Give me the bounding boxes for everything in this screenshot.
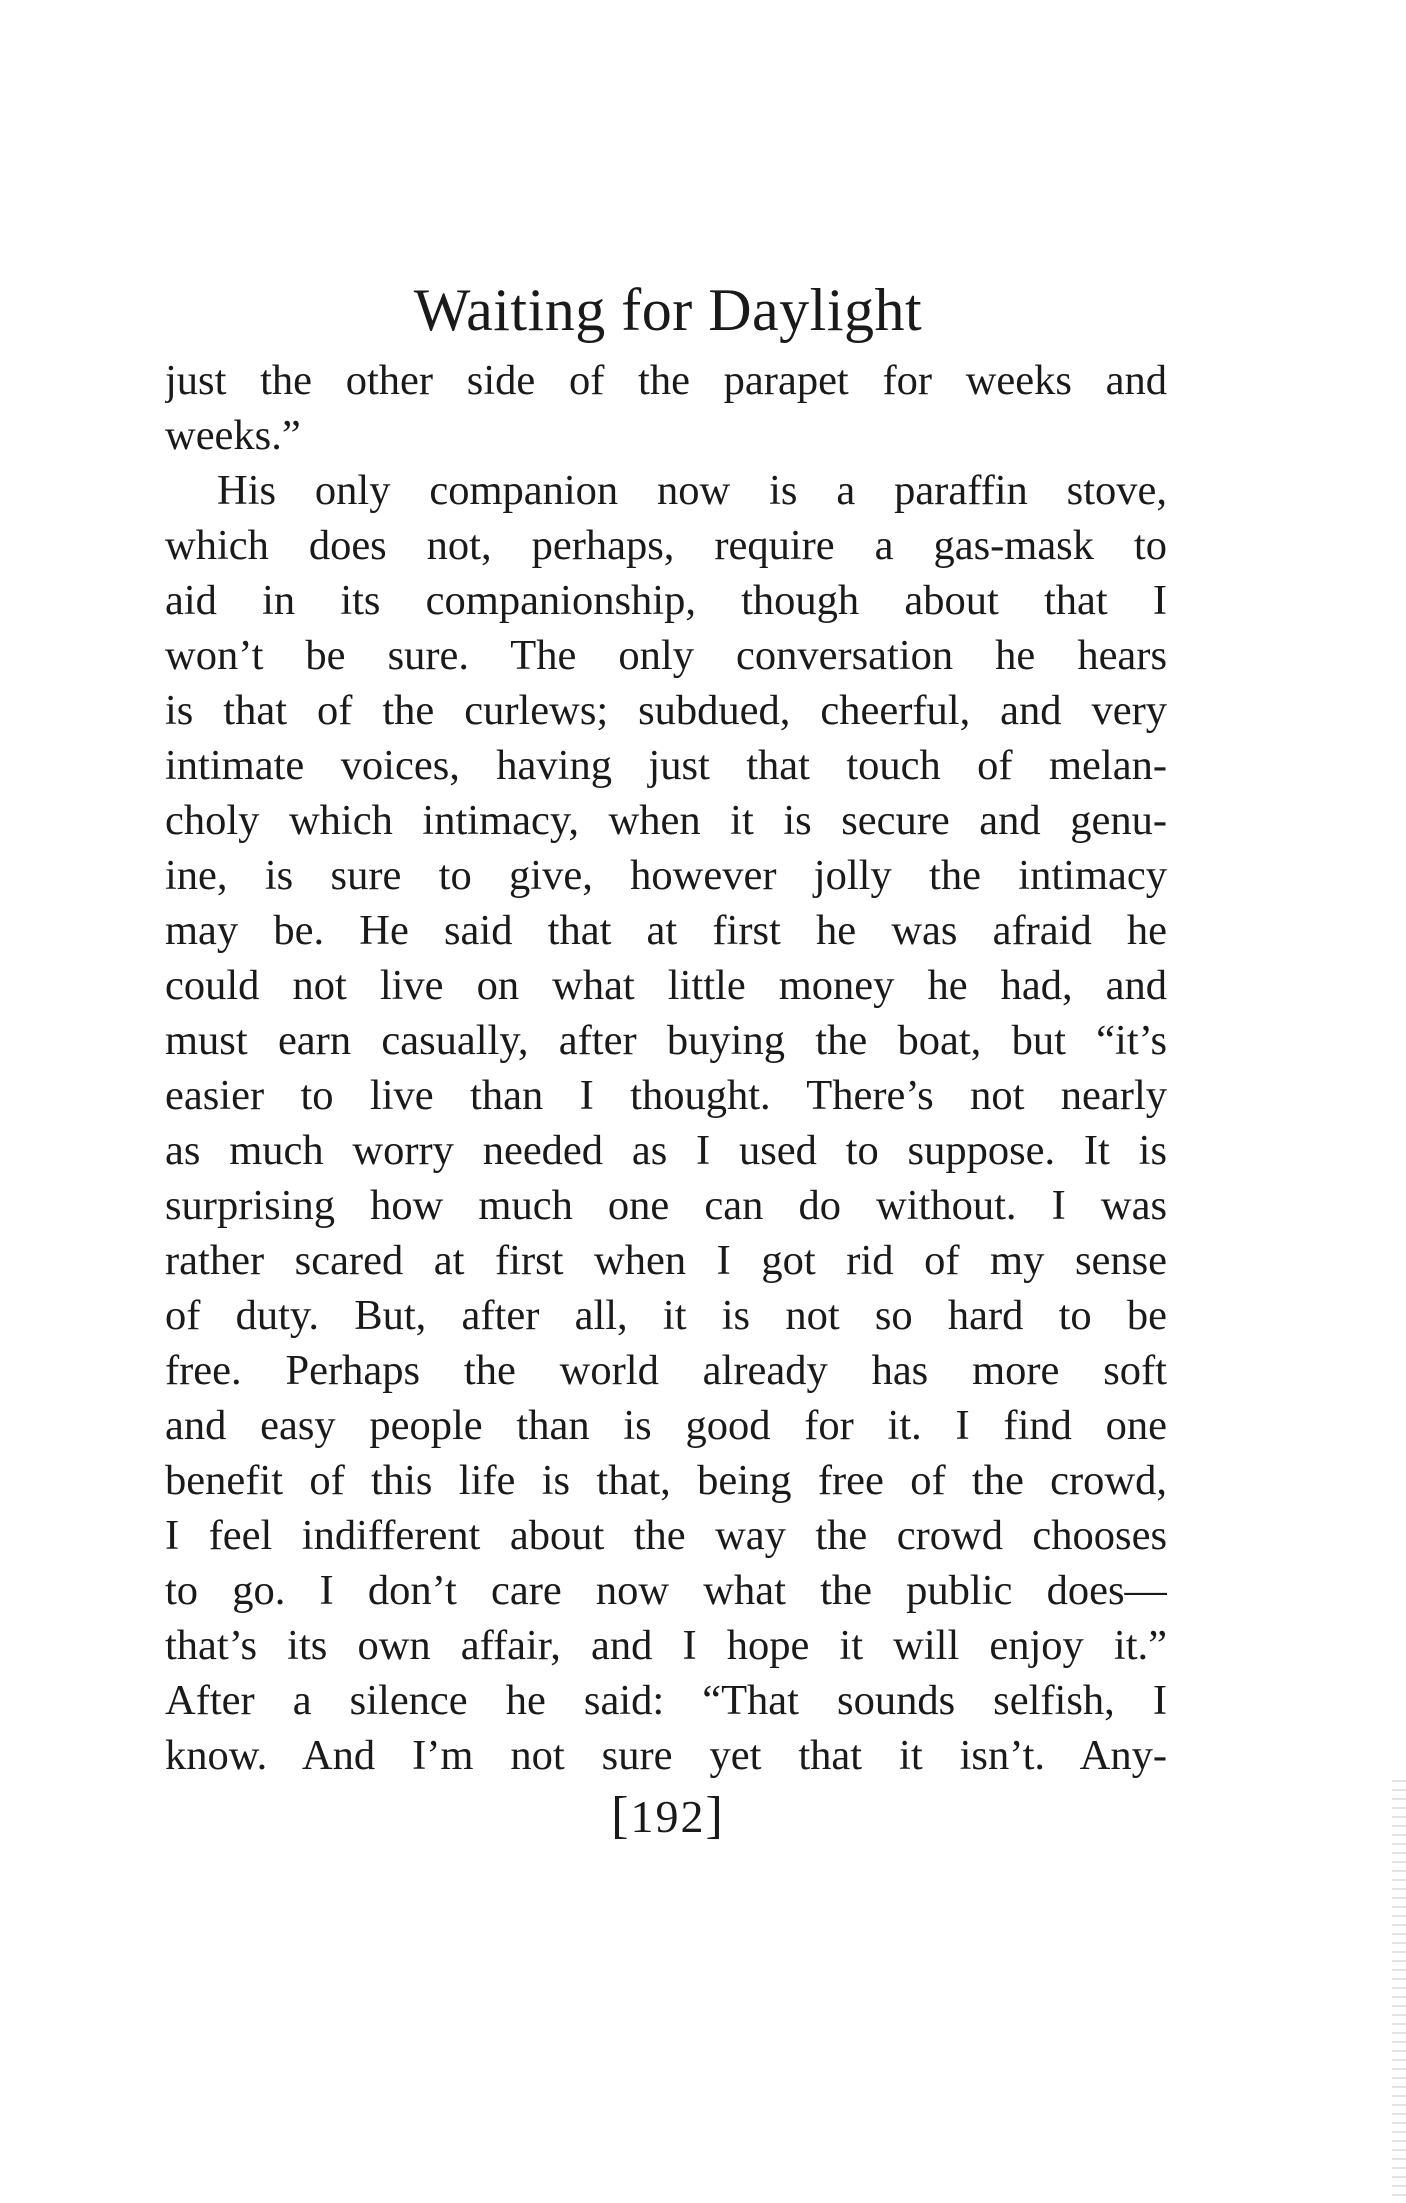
text-line: of duty. But, after all, it is not so hard to be — [165, 1292, 1167, 1339]
text-line: to go. I don’t care now what the public does— — [165, 1567, 1167, 1614]
text-line: free. Perhaps the world already has more soft — [165, 1347, 1167, 1394]
text-line: just the other side of the parapet for weeks and — [165, 357, 1167, 404]
text-line: as much worry needed as I used to suppose. It is — [165, 1127, 1167, 1174]
scan-edge-noise — [1392, 1780, 1406, 2200]
text-line: choly which intimacy, when it is secure and genu- — [165, 797, 1167, 844]
text-line: I feel indifferent about the way the crowd chooses — [165, 1512, 1167, 1559]
text-line: could not live on what little money he had, and — [165, 962, 1167, 1009]
folio-open-bracket: [ — [611, 1787, 631, 1844]
text-line: benefit of this life is that, being free of the crowd, — [165, 1457, 1167, 1504]
text-line: know. And I’m not sure yet that it isn’t. Any- — [165, 1732, 1167, 1779]
text-line: rather scared at first when I got rid of my sense — [165, 1237, 1167, 1284]
text-line: easier to live than I thought. There’s not nearly — [165, 1072, 1167, 1119]
text-line: and easy people than is good for it. I find one — [165, 1402, 1167, 1449]
text-line: which does not, perhaps, require a gas-mask to — [165, 522, 1167, 569]
text-line: won’t be sure. The only conversation he hears — [165, 632, 1167, 679]
text-line: may be. He said that at first he was afraid he — [165, 907, 1167, 954]
text-line: must earn casually, after buying the boat, but “it’s — [165, 1017, 1167, 1064]
folio-number: 192 — [630, 1791, 706, 1842]
text-line: ine, is sure to give, however jolly the intimacy — [165, 852, 1167, 899]
folio-close-bracket: ] — [705, 1787, 725, 1844]
text-line: His only companion now is a paraffin stove, — [217, 467, 1167, 514]
body-text — [165, 353, 1167, 1783]
text-line: that’s its own affair, and I hope it will enjoy it.” — [165, 1622, 1167, 1669]
running-head: Waiting for Daylight — [413, 277, 923, 343]
text-line: aid in its companionship, though about that I — [165, 577, 1167, 624]
text-line: surprising how much one can do without. I was — [165, 1182, 1167, 1229]
text-line: After a silence he said: “That sounds selfish, I — [165, 1677, 1167, 1724]
text-line: weeks.” — [165, 412, 301, 459]
text-line: intimate voices, having just that touch of melan- — [165, 742, 1167, 789]
text-line: is that of the curlews; subdued, cheerful, and very — [165, 687, 1167, 734]
page-number — [0, 1786, 1336, 1847]
